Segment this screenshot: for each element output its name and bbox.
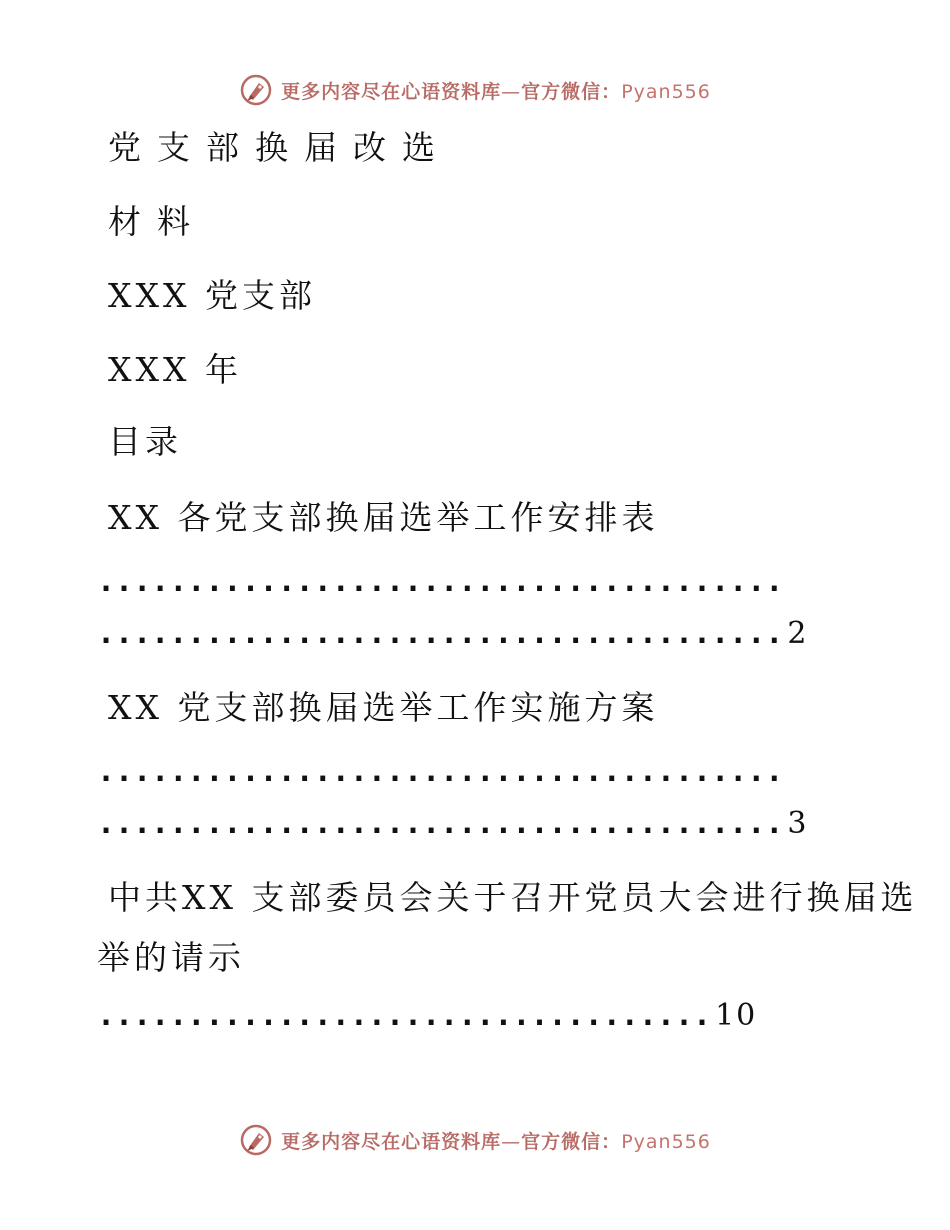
footer-watermark (0, 1120, 950, 1160)
watermark-text: 更多内容尽在心语资料库—官方微信：Pyan556 (281, 1130, 711, 1153)
toc-page-number: 2 (787, 616, 809, 651)
pen-nib-logo-icon (239, 73, 273, 107)
document-title-line-2: 材料 (108, 202, 206, 241)
toc-leader-dots: ...................................... (97, 564, 784, 599)
watermark-text: 更多内容尽在心语资料库—官方微信：Pyan556 (281, 80, 711, 103)
pen-nib-logo-icon (239, 1123, 273, 1157)
toc-leader-dots (97, 804, 808, 844)
header-watermark (0, 70, 950, 110)
document-year: XXX 年 (108, 350, 242, 389)
toc-leader-dots-text: .................................. (97, 998, 712, 1033)
toc-page-number: 10 (715, 998, 758, 1033)
toc-heading: 目录 (108, 422, 182, 461)
toc-leader-dots (97, 614, 808, 654)
toc-leader-dots-text: ...................................... (97, 806, 784, 841)
toc-entry-title: 中共XX 支部委员会关于召开党员大会进行换届选 (108, 878, 918, 917)
toc-leader-dots: ...................................... (97, 754, 784, 789)
toc-leader-dots (97, 996, 757, 1036)
toc-entry-title: XX 党支部换届选举工作实施方案 (108, 688, 659, 727)
toc-page-number: 3 (787, 806, 809, 841)
toc-entry-title: XX 各党支部换届选举工作安排表 (108, 498, 659, 537)
organization-name: XXX 党支部 (108, 276, 316, 315)
toc-leader-dots-text: ...................................... (97, 616, 784, 651)
toc-entry-title-continued: 举的请示 (97, 938, 245, 977)
document-title-line-1: 党支部换届改选 (108, 128, 451, 167)
